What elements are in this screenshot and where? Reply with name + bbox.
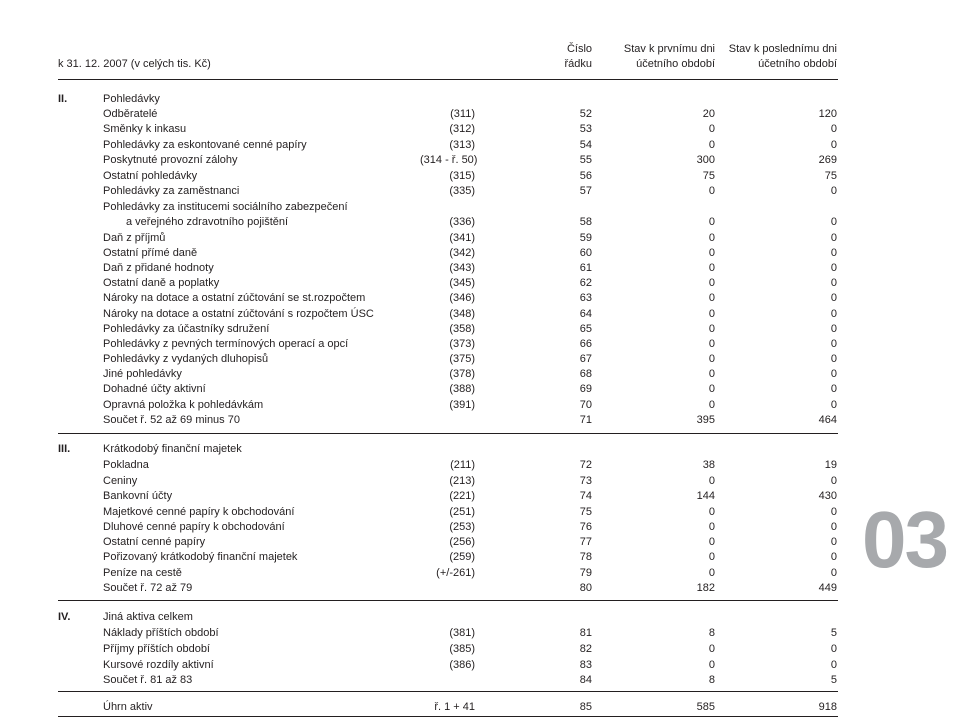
row-label: a veřejného zdravotního pojištění [126, 216, 289, 228]
row-account-code: (259) [449, 551, 475, 563]
row-value-start: 0 [708, 475, 715, 487]
row-value-start: 0 [708, 383, 715, 395]
row-value-end: 918 [818, 701, 837, 713]
row-value-end: 0 [830, 277, 837, 289]
table-row [0, 505, 960, 520]
row-value-end: 0 [830, 123, 837, 135]
header-end-2: účetního období [758, 58, 837, 70]
row-value-start: 38 [702, 459, 715, 471]
row-value-start: 0 [708, 185, 715, 197]
row-value-end: 0 [830, 475, 837, 487]
row-line-number: 67 [579, 353, 592, 365]
row-label: Pořizovaný krátkodobý finanční majetek [103, 551, 298, 563]
row-label: Bankovní účty [103, 490, 173, 502]
row-line-number: 73 [579, 475, 592, 487]
row-value-end: 0 [830, 551, 837, 563]
row-label: Kursové rozdíly aktivní [103, 659, 214, 671]
row-label: Majetkové cenné papíry k obchodování [103, 506, 295, 518]
table-row [0, 153, 960, 168]
row-label: Pohledávky za účastníky sdružení [103, 323, 270, 335]
table-row [0, 231, 960, 246]
row-account-code: (373) [449, 338, 475, 350]
row-value-end: 430 [818, 490, 837, 502]
row-line-number: 75 [579, 506, 592, 518]
row-label: Jiné pohledávky [103, 368, 182, 380]
row-section-number: II. [58, 93, 68, 105]
table-row [0, 535, 960, 550]
table-row [0, 442, 960, 457]
row-account-code: (335) [449, 185, 475, 197]
row-account-code: (375) [449, 353, 475, 365]
table-row [0, 658, 960, 673]
row-line-number: 52 [579, 108, 592, 120]
row-value-start: 8 [708, 674, 715, 686]
row-label: Dohadné účty aktivní [103, 383, 206, 395]
row-value-end: 0 [830, 643, 837, 655]
row-line-number: 55 [579, 154, 592, 166]
table-row [0, 246, 960, 261]
row-value-end: 0 [830, 185, 837, 197]
row-account-code: (343) [449, 262, 475, 274]
row-label: Odběratelé [103, 108, 158, 120]
row-value-start: 0 [708, 659, 715, 671]
table-row [0, 307, 960, 322]
row-label: Nároky na dotace a ostatní zúčtování s rozpočtem ÚSC [103, 308, 374, 320]
row-account-code: ř. 1 + 41 [434, 701, 475, 713]
row-value-start: 8 [708, 627, 715, 639]
row-value-start: 0 [708, 368, 715, 380]
table-row [0, 382, 960, 397]
row-line-number: 59 [579, 232, 592, 244]
row-line-number: 63 [579, 292, 592, 304]
row-value-end: 0 [830, 216, 837, 228]
row-account-code: (342) [449, 247, 475, 259]
row-line-number: 54 [579, 139, 592, 151]
row-value-end: 0 [830, 338, 837, 350]
row-value-end: 0 [830, 247, 837, 259]
row-account-code: (221) [449, 490, 475, 502]
row-account-code: (381) [449, 627, 475, 639]
row-section-number: IV. [58, 611, 71, 623]
row-value-end: 0 [830, 536, 837, 548]
row-value-end: 0 [830, 567, 837, 579]
row-value-start: 0 [708, 643, 715, 655]
table-row [0, 107, 960, 122]
row-account-code: (385) [449, 643, 475, 655]
row-value-end: 5 [830, 674, 837, 686]
header-period: k 31. 12. 2007 (v celých tis. Kč) [58, 58, 211, 70]
row-account-code: (315) [449, 170, 475, 182]
row-line-number: 82 [579, 643, 592, 655]
row-account-code: (341) [449, 232, 475, 244]
row-line-number: 70 [579, 399, 592, 411]
row-account-code: (253) [449, 521, 475, 533]
row-account-code: (211) [450, 459, 475, 471]
row-label: Pohledávky [103, 93, 160, 105]
table-row [0, 138, 960, 153]
row-value-start: 0 [708, 521, 715, 533]
header-line-number-1: Číslo [566, 43, 592, 55]
total-rule-bottom [58, 716, 838, 717]
row-value-start: 0 [708, 506, 715, 518]
row-account-code: (312) [449, 123, 475, 135]
row-label: Úhrn aktiv [103, 701, 153, 713]
row-account-code: (256) [449, 536, 475, 548]
row-value-end: 449 [818, 582, 837, 594]
row-label: Příjmy příštích období [103, 643, 210, 655]
row-value-start: 182 [696, 582, 715, 594]
row-value-start: 0 [708, 247, 715, 259]
table-row [0, 92, 960, 107]
row-label: Pohledávky za institucemi sociálního zabezpečení [103, 201, 348, 213]
row-line-number: 60 [579, 247, 592, 259]
table-row [0, 322, 960, 337]
table-row [0, 367, 960, 382]
row-label: Jiná aktiva celkem [103, 611, 193, 623]
row-account-code: (388) [449, 383, 475, 395]
table-row [0, 291, 960, 306]
row-value-start: 20 [702, 108, 715, 120]
row-line-number: 79 [579, 567, 592, 579]
row-value-start: 0 [708, 216, 715, 228]
row-label: Součet ř. 52 až 69 minus 70 [103, 414, 240, 426]
row-line-number: 80 [579, 582, 592, 594]
row-value-end: 0 [830, 262, 837, 274]
table-row [0, 184, 960, 199]
row-value-start: 300 [696, 154, 715, 166]
row-line-number: 84 [579, 674, 592, 686]
row-value-start: 0 [708, 139, 715, 151]
table-header [0, 0, 960, 80]
table-row [0, 489, 960, 504]
row-label: Ostatní daně a poplatky [103, 277, 220, 289]
row-value-end: 0 [830, 353, 837, 365]
row-label: Pohledávky z vydaných dluhopisů [103, 353, 269, 365]
table-row [0, 200, 960, 215]
row-line-number: 56 [579, 170, 592, 182]
row-account-code: (311) [450, 108, 475, 120]
table-row [0, 700, 960, 715]
row-account-code: (346) [449, 292, 475, 304]
row-line-number: 61 [579, 262, 592, 274]
table-row [0, 169, 960, 184]
row-line-number: 57 [579, 185, 592, 197]
row-value-end: 120 [818, 108, 837, 120]
table-row [0, 352, 960, 367]
row-label: Náklady příštích období [103, 627, 219, 639]
row-line-number: 78 [579, 551, 592, 563]
row-label: Opravná položka k pohledávkám [103, 399, 264, 411]
page-number: 03 [862, 495, 947, 584]
row-value-end: 0 [830, 232, 837, 244]
row-account-code: (348) [449, 308, 475, 320]
table-row [0, 261, 960, 276]
table-row [0, 122, 960, 137]
row-value-end: 0 [830, 139, 837, 151]
section-rule-4 [58, 600, 838, 601]
row-account-code: (+/-261) [436, 567, 475, 579]
table-row [0, 610, 960, 625]
row-label: Ostatní pohledávky [103, 170, 198, 182]
row-account-code: (345) [449, 277, 475, 289]
row-line-number: 81 [579, 627, 592, 639]
row-value-end: 0 [830, 506, 837, 518]
row-line-number: 77 [579, 536, 592, 548]
row-value-start: 0 [708, 399, 715, 411]
row-line-number: 72 [579, 459, 592, 471]
row-account-code: (336) [449, 216, 475, 228]
row-line-number: 69 [579, 383, 592, 395]
row-line-number: 74 [579, 490, 592, 502]
table-row [0, 626, 960, 641]
row-value-end: 269 [818, 154, 837, 166]
row-account-code: (358) [449, 323, 475, 335]
row-value-end: 0 [830, 292, 837, 304]
row-line-number: 76 [579, 521, 592, 533]
row-value-end: 0 [830, 521, 837, 533]
table-row [0, 276, 960, 291]
header-start-2: účetního období [636, 58, 715, 70]
row-line-number: 68 [579, 368, 592, 380]
table-row [0, 566, 960, 581]
row-label: Ostatní cenné papíry [103, 536, 206, 548]
row-line-number: 62 [579, 277, 592, 289]
section-rule-3 [58, 433, 838, 434]
row-line-number: 53 [579, 123, 592, 135]
row-value-end: 0 [830, 368, 837, 380]
row-label: Ceniny [103, 475, 138, 487]
row-value-start: 0 [708, 277, 715, 289]
total-rule-top [58, 691, 838, 692]
table-row [0, 550, 960, 565]
row-value-start: 0 [708, 292, 715, 304]
row-value-start: 144 [696, 490, 715, 502]
row-value-start: 0 [708, 567, 715, 579]
row-account-code: (313) [449, 139, 475, 151]
row-label: Krátkodobý finanční majetek [103, 443, 242, 455]
row-account-code: (386) [449, 659, 475, 671]
row-section-number: III. [58, 443, 71, 455]
row-label: Pohledávky za zaměstnanci [103, 185, 240, 197]
row-label: Směnky k inkasu [103, 123, 187, 135]
row-line-number: 71 [579, 414, 592, 426]
row-value-end: 0 [830, 659, 837, 671]
row-value-start: 0 [708, 536, 715, 548]
row-value-start: 0 [708, 323, 715, 335]
row-account-code: (391) [449, 399, 475, 411]
row-line-number: 65 [579, 323, 592, 335]
row-label: Součet ř. 72 až 79 [103, 582, 193, 594]
row-label: Daň z přidané hodnoty [103, 262, 214, 274]
row-line-number: 58 [579, 216, 592, 228]
row-value-start: 0 [708, 123, 715, 135]
row-value-end: 0 [830, 383, 837, 395]
header-start-1: Stav k prvnímu dni [623, 43, 715, 55]
row-label: Pohledávky za eskontované cenné papíry [103, 139, 307, 151]
row-value-start: 585 [696, 701, 715, 713]
row-line-number: 85 [579, 701, 592, 713]
row-value-start: 0 [708, 551, 715, 563]
row-value-start: 395 [696, 414, 715, 426]
row-value-end: 19 [824, 459, 837, 471]
row-value-end: 464 [818, 414, 837, 426]
row-line-number: 64 [579, 308, 592, 320]
row-label: Pohledávky z pevných termínových operací a opcí [103, 338, 349, 350]
row-account-code: (213) [449, 475, 475, 487]
row-label: Ostatní přímé daně [103, 247, 198, 259]
table-row [0, 398, 960, 413]
row-label: Dluhové cenné papíry k obchodování [103, 521, 285, 533]
table-row [0, 581, 960, 596]
row-value-end: 0 [830, 323, 837, 335]
table-row [0, 520, 960, 535]
table-row [0, 642, 960, 657]
row-account-code: (314 - ř. 50) [420, 154, 478, 166]
header-end-1: Stav k poslednímu dni [728, 43, 837, 55]
header-line-number-2: řádku [564, 58, 592, 70]
table-row [0, 458, 960, 473]
row-line-number: 66 [579, 338, 592, 350]
row-value-start: 0 [708, 338, 715, 350]
row-label: Pokladna [103, 459, 149, 471]
table-row [0, 337, 960, 352]
row-label: Peníze na cestě [103, 567, 182, 579]
table-row [0, 673, 960, 688]
table-row [0, 474, 960, 489]
row-value-start: 0 [708, 308, 715, 320]
row-value-start: 0 [708, 262, 715, 274]
row-label: Poskytnuté provozní zálohy [103, 154, 238, 166]
row-value-start: 0 [708, 232, 715, 244]
row-label: Daň z příjmů [103, 232, 166, 244]
row-label: Součet ř. 81 až 83 [103, 674, 193, 686]
row-account-code: (251) [449, 506, 475, 518]
row-value-end: 5 [830, 627, 837, 639]
row-label: Nároky na dotace a ostatní zúčtování se st.rozpočtem [103, 292, 366, 304]
row-line-number: 83 [579, 659, 592, 671]
row-value-end: 0 [830, 399, 837, 411]
table-row [0, 215, 960, 230]
header-rule [58, 79, 838, 80]
row-value-start: 0 [708, 353, 715, 365]
row-value-start: 75 [702, 170, 715, 182]
row-value-end: 75 [824, 170, 837, 182]
row-value-end: 0 [830, 308, 837, 320]
table-row [0, 413, 960, 428]
row-account-code: (378) [449, 368, 475, 380]
